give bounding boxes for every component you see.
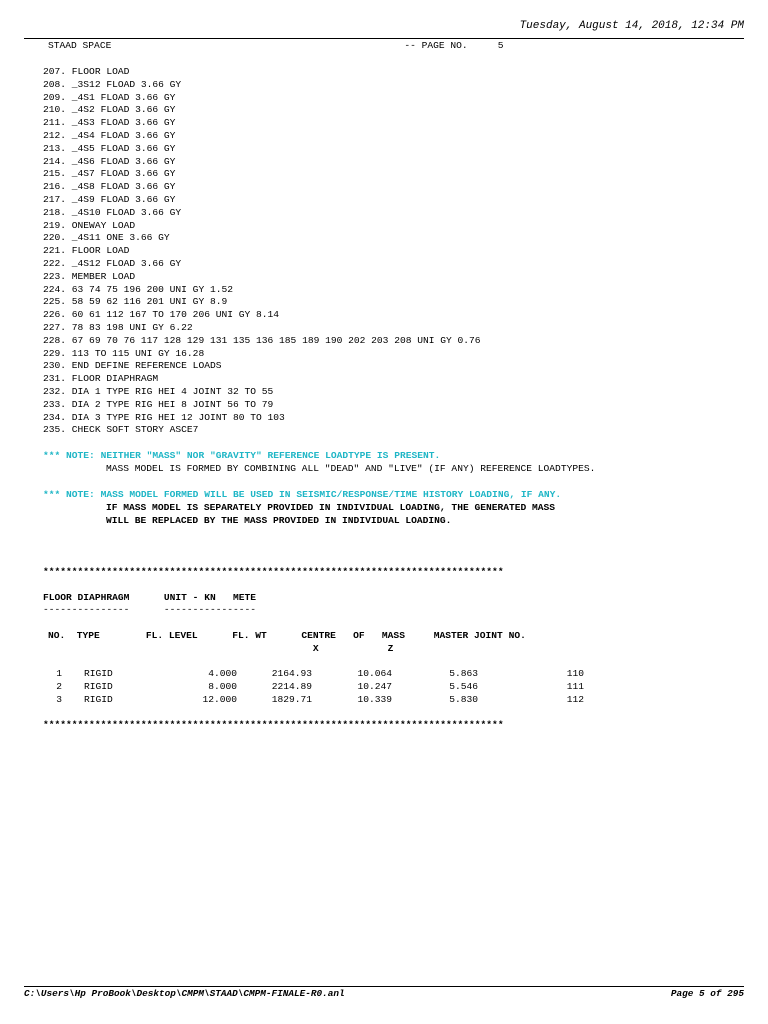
cell-type: RIGID — [84, 693, 113, 705]
command-line: 223. MEMBER LOAD — [43, 270, 136, 282]
command-line: 235. CHECK SOFT STORY ASCE7 — [43, 424, 199, 436]
header-rule — [24, 38, 744, 39]
page-label: -- PAGE NO. — [404, 40, 468, 51]
command-line: 210. _4S2 FLOAD 3.66 GY — [43, 104, 176, 116]
command-line: 209. _4S1 FLOAD 3.66 GY — [43, 91, 176, 103]
command-line: 217. _4S9 FLOAD 3.66 GY — [43, 193, 176, 205]
cell-x: 10.339 — [357, 693, 392, 705]
command-line: 211. _4S3 FLOAD 3.66 GY — [43, 117, 176, 129]
cell-no: 2 — [56, 680, 62, 692]
diaphragm-title-underline: --------------- ---------------- — [43, 604, 257, 615]
table-row — [48, 681, 584, 694]
cell-level: 8.000 — [208, 680, 237, 692]
command-line: 212. _4S4 FLOAD 3.66 GY — [43, 129, 176, 141]
command-line: 215. _4S7 FLOAD 3.66 GY — [43, 168, 176, 180]
cell-wt: 2164.93 — [271, 668, 312, 679]
page-number: 5 — [497, 40, 504, 51]
cell-level: 12.000 — [202, 693, 237, 705]
command-line: 231. FLOOR DIAPHRAGM — [43, 373, 159, 385]
command-line: 226. 60 61 112 167 TO 170 206 UNI GY 8.14 — [43, 309, 280, 321]
cell-z: 5.830 — [449, 693, 478, 705]
program-name: STAAD SPACE — [48, 40, 112, 51]
cell-joint: 112 — [566, 693, 584, 705]
cell-type: RIGID — [84, 668, 113, 679]
command-line: 222. _4S12 FLOAD 3.66 GY — [43, 257, 182, 269]
command-line: 216. _4S8 FLOAD 3.66 GY — [43, 181, 176, 193]
header-datetime: Tuesday, August 14, 2018, 12:34 PM — [519, 20, 744, 32]
footer-page-count: Page 5 of 295 — [670, 988, 744, 999]
command-line: 229. 113 TO 115 UNI GY 16.28 — [43, 347, 205, 359]
cell-x: 10.064 — [357, 668, 392, 679]
cell-no: 1 — [56, 668, 62, 679]
table-row — [48, 668, 584, 681]
note-mass-type: *** NOTE: NEITHER "MASS" NOR "GRAVITY" REFERENCE LOADTYPE IS PRESENT. — [43, 450, 441, 461]
command-line: 207. FLOOR LOAD — [43, 66, 130, 77]
footer-rule — [24, 986, 744, 987]
cell-no: 3 — [56, 693, 62, 705]
note-mass-model-detail-2: WILL BE REPLACED BY THE MASS PROVIDED IN INDIVIDUAL LOADING. — [106, 515, 452, 526]
command-line: 227. 78 83 198 UNI GY 6.22 — [43, 321, 193, 333]
cell-type: RIGID — [84, 680, 113, 692]
note-mass-model-detail-1: IF MASS MODEL IS SEPARATELY PROVIDED IN INDIVIDUAL LOADING, THE GENERATED MASS — [106, 502, 556, 513]
diaphragm-table-body — [48, 668, 584, 706]
cell-z: 5.863 — [449, 668, 478, 679]
command-line: 230. END DEFINE REFERENCE LOADS — [43, 360, 222, 372]
command-line: 213. _4S5 FLOAD 3.66 GY — [43, 142, 176, 154]
cell-wt: 1829.71 — [271, 693, 312, 705]
diaphragm-table-header: NO. TYPE FL. LEVEL FL. WT CENTRE OF MASS MASTER JOINT NO. — [48, 630, 526, 641]
footer-file-path: C:\Users\Hp ProBook\Desktop\CMPM\STAAD\CMPM-FINALE-R0.anl — [24, 988, 345, 999]
diaphragm-title: FLOOR DIAPHRAGM UNIT - KN METE — [43, 592, 257, 603]
command-list — [43, 66, 481, 437]
cell-wt: 2214.89 — [271, 680, 312, 692]
cell-joint: 110 — [566, 668, 584, 679]
command-line: 224. 63 74 75 196 200 UNI GY 1.52 — [43, 283, 233, 295]
cell-level: 4.000 — [208, 668, 237, 679]
cell-z: 5.546 — [449, 680, 478, 692]
command-line: 221. FLOOR LOAD — [43, 245, 130, 257]
command-line: 232. DIA 1 TYPE RIG HEI 4 JOINT 32 TO 55 — [43, 385, 274, 397]
note-mass-model: *** NOTE: MASS MODEL FORMED WILL BE USED IN SEISMIC/RESPONSE/TIME HISTORY LOADING, IF ANY. — [43, 489, 562, 500]
table-row — [48, 694, 584, 707]
command-line: 208. _3S12 FLOAD 3.66 GY — [43, 78, 182, 90]
separator-top: ******************************************************************************** — [43, 566, 504, 577]
diaphragm-table-subheader: X Z — [48, 643, 394, 654]
program-line — [48, 40, 503, 53]
command-line: 220. _4S11 ONE 3.66 GY — [43, 232, 170, 244]
command-line: 225. 58 59 62 116 201 UNI GY 8.9 — [43, 296, 228, 308]
command-line: 219. ONEWAY LOAD — [43, 219, 136, 231]
note-mass-type-detail: MASS MODEL IS FORMED BY COMBINING ALL "DEAD" AND "LIVE" (IF ANY) REFERENCE LOADTYPES. — [106, 463, 596, 474]
cell-joint: 111 — [566, 680, 584, 692]
command-line: 218. _4S10 FLOAD 3.66 GY — [43, 206, 182, 218]
command-line: 228. 67 69 70 76 117 128 129 131 135 136 185 189 190 202 203 208 UNI GY 0.76 — [43, 334, 481, 346]
separator-bottom: ******************************************************************************** — [43, 719, 504, 730]
command-line: 234. DIA 3 TYPE RIG HEI 12 JOINT 80 TO 103 — [43, 411, 285, 423]
command-line: 233. DIA 2 TYPE RIG HEI 8 JOINT 56 TO 79 — [43, 398, 274, 410]
command-line: 214. _4S6 FLOAD 3.66 GY — [43, 155, 176, 167]
cell-x: 10.247 — [357, 680, 392, 692]
